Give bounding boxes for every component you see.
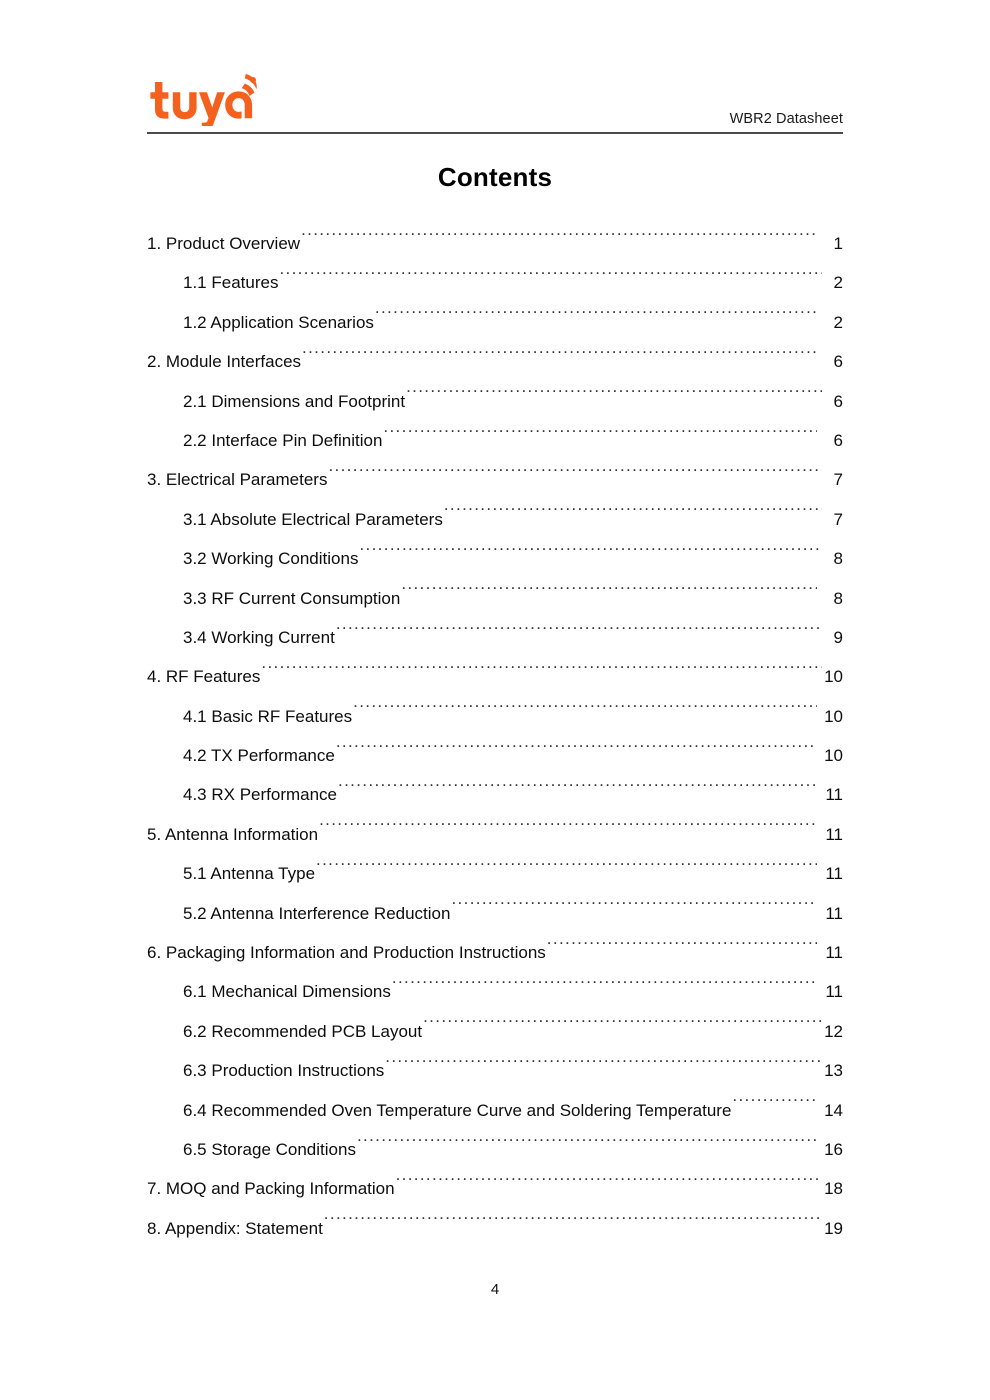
toc-entry-page-number: 10	[824, 706, 843, 726]
toc-entry-label: 8. Appendix: Statement	[147, 1218, 323, 1238]
toc-entry-page-number: 18	[824, 1179, 843, 1199]
page-title: Contents	[437, 162, 553, 192]
toc-entry-page-number: 7	[833, 470, 843, 490]
toc-entry-page-number: 10	[824, 746, 843, 766]
toc-leader-dots	[319, 823, 817, 840]
toc-leader-dots	[444, 508, 822, 525]
toc-entry-label: 4.1 Basic RF Features	[183, 706, 353, 726]
toc-entry-label: 5.1 Antenna Type	[183, 864, 316, 884]
toc-entry[interactable]	[147, 894, 843, 933]
toc-entry-page-number: 16	[824, 1139, 843, 1159]
toc-entry-label: 2. Module Interfaces	[147, 352, 302, 372]
toc-entry-label: 6.4 Recommended Oven Temperature Curve and Soldering Temperature	[183, 1100, 732, 1120]
toc-leader-dots	[279, 271, 822, 288]
toc-entry[interactable]	[147, 618, 843, 657]
toc-entry-label: 3.4 Working Current	[183, 627, 335, 647]
toc-entry-label: 5.2 Antenna Interference Reduction	[183, 903, 451, 923]
toc-entry-page-number: 10	[824, 667, 843, 687]
toc-entry[interactable]	[147, 1051, 843, 1090]
toc-leader-dots	[324, 1217, 822, 1234]
toc-entry-label: 2.1 Dimensions and Footprint	[183, 391, 406, 411]
toc-entry[interactable]	[147, 854, 843, 893]
toc-leader-dots	[336, 744, 817, 761]
toc-entry[interactable]	[147, 1169, 843, 1208]
toc-entry-label: 1.1 Features	[183, 273, 279, 293]
toc-entry-label: 6.5 Storage Conditions	[183, 1139, 356, 1159]
toc-entry-page-number: 6	[833, 352, 843, 372]
toc-leader-dots	[547, 941, 817, 958]
toc-entry-page-number: 6	[833, 391, 843, 411]
toc-entry-page-number: 11	[825, 785, 843, 805]
toc-entry[interactable]	[147, 736, 843, 775]
toc-entry-label: 1.2 Application Scenarios	[183, 312, 374, 332]
toc-leader-dots	[375, 311, 817, 328]
toc-leader-dots	[261, 665, 822, 682]
toc-entry[interactable]	[147, 539, 843, 578]
toc-entry[interactable]	[147, 933, 843, 972]
footer-page-number: 4	[490, 1281, 500, 1298]
toc-entry-label: 5. Antenna Information	[147, 824, 319, 844]
toc-entry[interactable]	[147, 972, 843, 1011]
toc-entry[interactable]	[147, 657, 843, 696]
table-of-contents	[147, 224, 843, 1248]
toc-entry[interactable]	[147, 500, 843, 539]
toc-leader-dots	[383, 429, 817, 446]
toc-entry[interactable]	[147, 1209, 843, 1248]
toc-entry[interactable]	[147, 421, 843, 460]
toc-leader-dots	[401, 587, 817, 604]
toc-entry-page-number: 7	[833, 509, 843, 529]
toc-entry-page-number: 11	[825, 982, 843, 1002]
toc-entry-page-number: 11	[825, 864, 843, 884]
toc-entry[interactable]	[147, 579, 843, 618]
toc-leader-dots	[385, 1059, 822, 1076]
toc-entry-label: 4.3 RX Performance	[183, 785, 338, 805]
toc-entry[interactable]	[147, 263, 843, 302]
toc-leader-dots	[338, 783, 817, 800]
tuya-logo	[147, 74, 259, 126]
toc-leader-dots	[396, 1177, 822, 1194]
toc-entry-page-number: 6	[833, 430, 843, 450]
toc-entry-label: 4.2 TX Performance	[183, 746, 335, 766]
page-header	[147, 66, 843, 136]
toc-entry-page-number: 1	[833, 234, 843, 253]
toc-entry-page-number: 11	[825, 824, 843, 844]
toc-entry[interactable]	[147, 815, 843, 854]
toc-entry[interactable]	[147, 342, 843, 381]
toc-entry[interactable]	[147, 224, 843, 263]
toc-leader-dots	[357, 1138, 817, 1155]
toc-entry-page-number: 8	[833, 588, 843, 608]
toc-entry-label: 7. MOQ and Packing Information	[147, 1179, 395, 1199]
toc-entry-label: 3. Electrical Parameters	[147, 470, 328, 490]
toc-entry-page-number: 12	[824, 1021, 843, 1041]
toc-entry-page-number: 13	[824, 1061, 843, 1081]
header-divider	[147, 132, 843, 134]
toc-leader-dots	[301, 232, 817, 249]
toc-leader-dots	[336, 626, 822, 643]
toc-entry-label: 3.2 Working Conditions	[183, 549, 359, 569]
toc-entry-label: 6.2 Recommended PCB Layout	[183, 1021, 423, 1041]
toc-leader-dots	[732, 1099, 817, 1116]
toc-entry[interactable]	[147, 303, 843, 342]
toc-entry-page-number: 2	[833, 312, 843, 332]
toc-leader-dots	[392, 980, 817, 997]
toc-entry-page-number: 9	[833, 627, 843, 647]
toc-entry[interactable]	[147, 1130, 843, 1169]
toc-entry-label: 3.3 RF Current Consumption	[183, 588, 401, 608]
toc-entry-label: 6.1 Mechanical Dimensions	[183, 982, 391, 1002]
toc-entry[interactable]	[147, 1091, 843, 1130]
toc-entry-page-number: 11	[825, 943, 843, 963]
toc-leader-dots	[328, 468, 822, 485]
toc-entry-label: 3.1 Absolute Electrical Parameters	[183, 509, 443, 529]
toc-entry-label: 1. Product Overview	[147, 234, 301, 253]
toc-entry-label: 6.3 Production Instructions	[183, 1061, 385, 1081]
toc-leader-dots	[302, 350, 817, 367]
toc-entry[interactable]	[147, 460, 843, 499]
toc-entry-page-number: 14	[824, 1100, 843, 1120]
toc-entry-label: 4. RF Features	[147, 667, 261, 687]
toc-entry[interactable]	[147, 775, 843, 814]
toc-leader-dots	[423, 1020, 822, 1037]
toc-leader-dots	[353, 705, 817, 722]
toc-leader-dots	[316, 862, 817, 879]
toc-leader-dots	[451, 902, 817, 919]
toc-entry-label: 6. Packaging Information and Production Instructions	[147, 943, 546, 963]
toc-leader-dots	[359, 547, 822, 564]
toc-leader-dots	[406, 390, 822, 407]
header-document-title: WBR2 Datasheet	[729, 111, 843, 127]
toc-entry-page-number: 11	[825, 903, 843, 923]
toc-entry-label: 2.2 Interface Pin Definition	[183, 430, 383, 450]
toc-entry[interactable]	[147, 382, 843, 421]
toc-entry-page-number: 8	[833, 549, 843, 569]
toc-entry[interactable]	[147, 1012, 843, 1051]
toc-entry-page-number: 2	[833, 273, 843, 293]
toc-entry-page-number: 19	[824, 1218, 843, 1238]
toc-entry[interactable]	[147, 697, 843, 736]
